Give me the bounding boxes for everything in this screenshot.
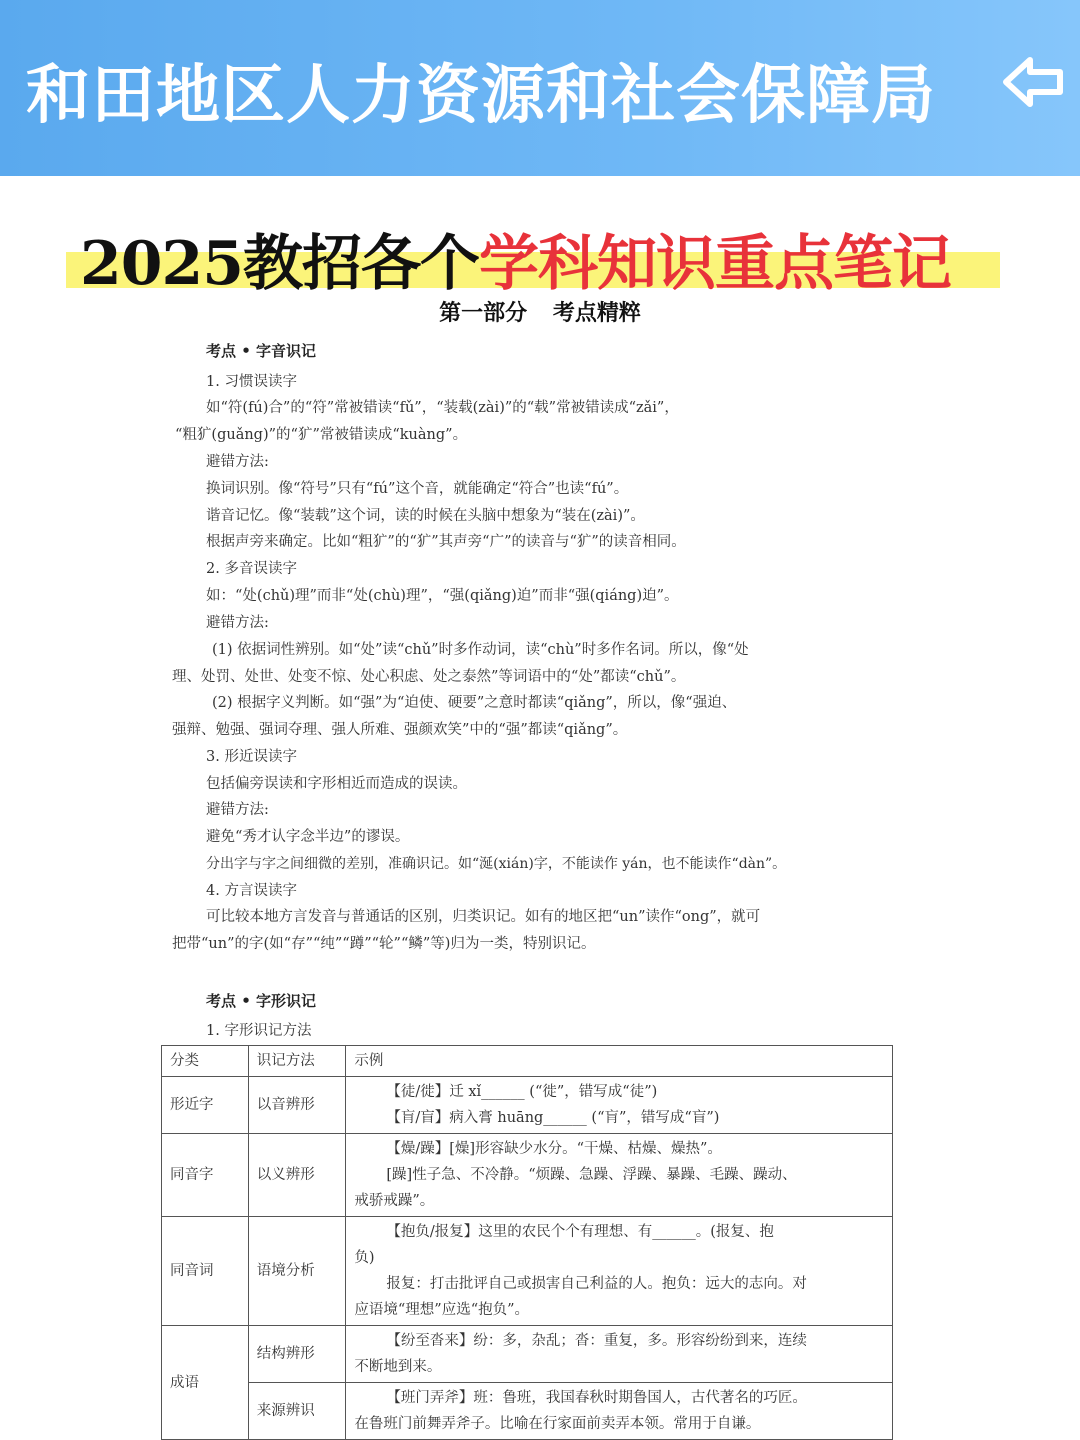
example-line: 报复：打击批评自己或损害自己利益的人。抱负：远大的志向。对	[386, 1276, 807, 1292]
text-line: 2. 多音误读字	[206, 561, 297, 577]
main-title-part1: 2025教招各个	[80, 229, 479, 299]
text-line: 分出字与字之间细微的差别，准确识记。如“涎(xián)字，不能读作 yán，也不能读作“dàn”。	[206, 856, 787, 872]
text-line: 4. 方言误读字	[206, 883, 297, 899]
example-line: 【抱负/报复】这里的农民个个有理想、有______。(报复、抱	[386, 1224, 774, 1240]
table-row	[162, 1134, 893, 1217]
table-cell-examples	[346, 1217, 893, 1326]
text-line: 1. 习惯误读字	[206, 374, 297, 390]
example-line: 不断地到来。	[354, 1359, 442, 1375]
part2-heading: 考点 • 字形识记	[206, 992, 317, 1010]
text-line: 避错方法:	[206, 454, 269, 470]
text-line: 如：“处(chǔ)理”而非“处(chù)理”，“强(qiǎng)迫”而非“强(qiáng)迫”。	[206, 588, 679, 604]
text-line: 谐音记忆。像“装载”这个词，读的时候在头脑中想象为“装在(zài)”。	[206, 508, 645, 524]
example-line: 负)	[354, 1250, 375, 1266]
table-cell-category: 形近字	[162, 1077, 249, 1134]
table-cell-examples	[346, 1077, 893, 1134]
text-line: 避免“秀才认字念半边”的谬误。	[206, 829, 410, 845]
table-cell-examples	[346, 1383, 893, 1440]
example-line: 【徒/徙】迁 xǐ______ (“徙”，错写成“徒”)	[386, 1084, 658, 1100]
text-line: 3. 形近误读字	[206, 749, 297, 765]
table-row	[162, 1077, 893, 1134]
text-line: 理、处罚、处世、处变不惊、处心积虑、处之泰然”等词语中的“处”都读“chǔ”。	[172, 669, 686, 685]
table-cell-category: 成语	[162, 1326, 249, 1440]
glyph-method-table	[161, 1045, 893, 1440]
text-line: 把带“un”的字(如“存”“纯”“蹲”“轮”“鳞”等)归为一类，特别识记。	[172, 936, 596, 952]
table-cell-category: 同音词	[162, 1217, 249, 1326]
text-line: 避错方法:	[206, 802, 269, 818]
example-line: 在鲁班门前舞弄斧子。比喻在行家面前卖弄本领。常用于自谦。	[354, 1416, 761, 1432]
text-line: 如“符(fú)合”的“符”常被错读“fǔ”，“装载(zài)”的“载”常被错读成“zǎi”，	[206, 400, 679, 416]
part2-subheading: 1. 字形识记方法	[206, 1023, 312, 1039]
main-title-part2: 学科知识重点笔记	[479, 229, 951, 299]
text-line: 换词识别。像“符号”只有“fú”这个音，就能确定“符合”也读“fú”。	[206, 481, 629, 497]
text-line: 包括偏旁误读和字形相近而造成的误读。	[206, 776, 467, 792]
example-line: 戒骄戒躁”。	[354, 1193, 435, 1209]
example-line: 【班门弄斧】班：鲁班，我国春秋时期鲁国人，古代著名的巧匠。	[386, 1390, 807, 1406]
example-line: [躁]性子急、不冷静。“烦躁、急躁、浮躁、暴躁、毛躁、躁动、	[386, 1167, 797, 1183]
back-arrow-icon[interactable]	[1000, 54, 1066, 110]
example-line: 【肓/盲】病入膏 huāng______ (“肓”，错写成“盲”)	[386, 1110, 720, 1126]
part1-heading: 考点 • 字音识记	[206, 342, 317, 360]
table-cell-method: 结构辨形	[248, 1326, 346, 1383]
banner-title: 和田地区人力资源和社会保障局	[26, 59, 936, 133]
table-cell-category: 同音字	[162, 1134, 249, 1217]
text-line: (1) 依据词性辨别。如“处”读“chǔ”时多作动词，读“chù”时多作名词。所以，像“处	[212, 642, 749, 658]
table-cell-method: 来源辨识	[248, 1383, 346, 1440]
table-row	[162, 1326, 893, 1383]
example-line: 【燥/躁】[燥]形容缺少水分。“干燥、枯燥、燥热”。	[386, 1141, 722, 1157]
table-header-row	[162, 1046, 893, 1077]
table-cell-method: 以音辨形	[248, 1077, 346, 1134]
table-cell-method: 以义辨形	[248, 1134, 346, 1217]
table-cell-examples	[346, 1134, 893, 1217]
text-line: 根据声旁来确定。比如“粗犷”的“犷”其声旁“广”的读音与“犷”的读音相同。	[206, 534, 686, 550]
table-row	[162, 1383, 893, 1440]
text-line: 可比较本地方言发音与普通话的区别，归类识记。如有的地区把“un”读作“ong”，就可	[206, 909, 761, 925]
text-line: “粗犷(guǎng)”的“犷”常被错读成“kuàng”。	[175, 427, 468, 443]
example-line: 应语境“理想”应选“抱负”。	[354, 1302, 530, 1318]
table-row	[162, 1217, 893, 1326]
table-header-cell: 分类	[162, 1046, 249, 1077]
table-cell-examples	[346, 1326, 893, 1383]
table-header-cell: 识记方法	[248, 1046, 346, 1077]
table-header-cell: 示例	[346, 1046, 893, 1077]
table-cell-method: 语境分析	[248, 1217, 346, 1326]
section-title: 第一部分 考点精粹	[439, 301, 641, 326]
text-line: 避错方法:	[206, 615, 269, 631]
main-title-block	[66, 214, 1000, 299]
text-line: 强辩、勉强、强词夺理、强人所难、强颜欢笑”中的“强”都读“qiǎng”。	[172, 722, 628, 738]
main-title	[80, 216, 951, 302]
text-line: (2) 根据字义判断。如“强”为“迫使、硬要”之意时都读“qiǎng”，所以，像“强迫、	[212, 695, 737, 711]
top-banner	[0, 0, 1080, 176]
example-line: 【纷至沓来】纷：多，杂乱；沓：重复，多。形容纷纷到来，连续	[386, 1333, 807, 1349]
